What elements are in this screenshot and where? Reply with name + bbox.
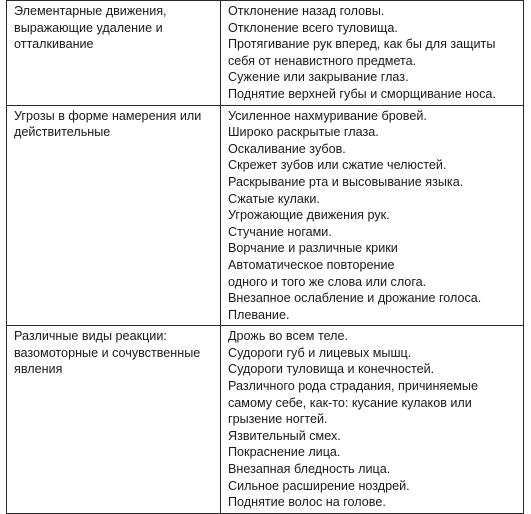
list-item: Различного рода страдания, причиняемые самому себе, как-то: кусание кулаков или грызение ногтей. (228, 379, 478, 427)
list-item: Внезапная бледность лица. (228, 462, 391, 477)
list-item: Сжатые кулаки. (228, 191, 320, 206)
items-cell (221, 1, 524, 106)
list-item: Усиленное нахмуривание бровей. (228, 108, 427, 123)
list-item: Раскрывание рта и высовывание языка. (228, 174, 464, 189)
list-item: Стучание ногами. (228, 224, 332, 239)
list-item: Протягивание рук вперед, как бы для защиты себя от ненавистного предмета. (228, 37, 496, 68)
list-item: Внезапное ослабление и дрожание голоса. (228, 291, 482, 306)
list-item: Судороги губ и лицевых мышц. (228, 345, 412, 360)
list-item: Угрожающие движения рук. (228, 208, 390, 223)
table-row (7, 105, 524, 326)
list-item: Ворчание и различные крики (228, 241, 398, 256)
list-item: Дрожь во всем теле. (228, 329, 349, 344)
reactions-table (6, 0, 524, 514)
list-item: Поднятие волос на голове. (228, 495, 386, 510)
list-item: Автоматическое повторение (228, 257, 395, 272)
list-item: Судороги туловища и конечностей. (228, 362, 435, 377)
list-item: Скрежет зубов или сжатие челюстей. (228, 158, 447, 173)
list-item: Язвительный смех. (228, 428, 341, 443)
list-item: Поднятие верхней губы и сморщивание носа. (228, 86, 496, 101)
list-item: Плевание. (228, 307, 290, 322)
items-cell (221, 105, 524, 326)
list-item: Отклонение назад головы. (228, 4, 385, 18)
list-item: Покраснение лица. (228, 445, 341, 460)
category-label: Элементарные движения, выражающие удаление и отталкивание (14, 4, 167, 52)
table-row (7, 326, 524, 514)
category-cell (7, 105, 221, 326)
category-label: Угрозы в форме намерения или действительные (14, 108, 202, 140)
list-item: Сильное расширение ноздрей. (228, 478, 410, 493)
items-cell (221, 326, 524, 514)
table-row (7, 1, 524, 106)
list-item: одного и того же слова или слога. (228, 274, 427, 289)
list-item: Сужение или закрывание глаз. (228, 70, 409, 85)
list-item: Оскаливание зубов. (228, 141, 346, 156)
list-item: Широко раскрытые глаза. (228, 125, 379, 140)
category-cell (7, 326, 221, 514)
category-cell (7, 1, 221, 106)
category-label: Различные виды реакции: вазомоторные и сочувственные явления (14, 329, 201, 377)
list-item: Отклонение всего туловища. (228, 20, 398, 35)
